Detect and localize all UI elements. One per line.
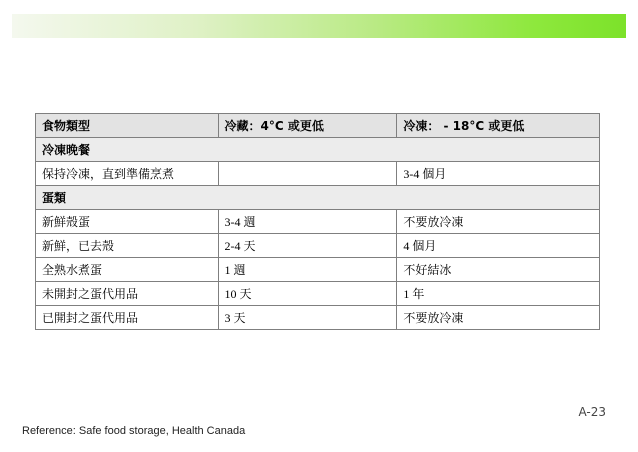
food-type-cell: 已開封之蛋代用品 <box>36 306 219 330</box>
food-storage-table <box>35 113 600 330</box>
refrigerator-cell <box>218 162 397 186</box>
section-row-frozen-dinners <box>36 138 600 162</box>
freezer-cell: 3-4 個月 <box>397 162 600 186</box>
freezer-cell: 不要放冷凍 <box>397 210 600 234</box>
refrigerator-cell: 2-4 天 <box>218 234 397 258</box>
food-type-cell: 保持冷凍，直到準備烹煮 <box>36 162 219 186</box>
section-title: 冷凍晚餐 <box>36 138 600 162</box>
food-type-cell: 新鮮殼蛋 <box>36 210 219 234</box>
freezer-cell: 不好結冰 <box>397 258 600 282</box>
table-row <box>36 282 600 306</box>
food-type-cell: 新鮮，已去殼 <box>36 234 219 258</box>
refrigerator-cell: 3-4 週 <box>218 210 397 234</box>
header-freezer: 冷凍： - 18°C 或更低 <box>397 114 600 138</box>
table-header-row <box>36 114 600 138</box>
freezer-cell: 1 年 <box>397 282 600 306</box>
top-accent-bar <box>12 14 626 38</box>
page-number: A-23 <box>578 405 606 419</box>
freezer-cell: 不要放冷凍 <box>397 306 600 330</box>
food-type-cell: 全熟水煮蛋 <box>36 258 219 282</box>
food-type-cell: 未開封之蛋代用品 <box>36 282 219 306</box>
header-refrigerator: 冷藏：4°C 或更低 <box>218 114 397 138</box>
refrigerator-cell: 1 週 <box>218 258 397 282</box>
reference-note: Reference: Safe food storage, Health Canada <box>22 425 246 437</box>
table-row <box>36 162 600 186</box>
refrigerator-cell: 10 天 <box>218 282 397 306</box>
section-row-eggs <box>36 186 600 210</box>
section-title: 蛋類 <box>36 186 600 210</box>
header-food-type: 食物類型 <box>36 114 219 138</box>
table-row <box>36 234 600 258</box>
table-row <box>36 210 600 234</box>
freezer-cell: 4 個月 <box>397 234 600 258</box>
refrigerator-cell: 3 天 <box>218 306 397 330</box>
table-row <box>36 306 600 330</box>
table-row <box>36 258 600 282</box>
